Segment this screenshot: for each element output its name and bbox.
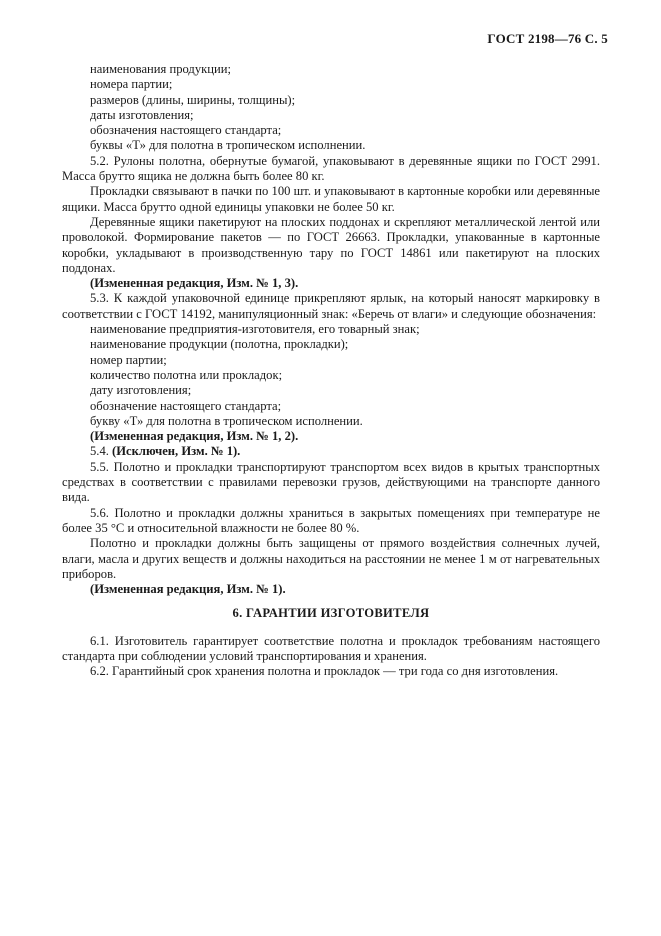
list-item: номера партии; [90,77,173,92]
revision-note: (Измененная редакция, Изм. № 1, 3). [90,276,299,291]
list-item: дату изготовления; [90,383,192,398]
paragraph-bundle: Прокладки связывают в пачки по 100 шт. и упаковывают в картонные коробки или деревянные ящики. Масса брутто одной единицы упаковки не более 50 кг. [62,184,600,214]
paragraph-6-1: 6.1. Изготовитель гарантирует соответствие полотна и прокладок требованиям настоящего стандарта при соблюдении условий транспортирования и хранения. [62,633,600,663]
list-item: обозначение настоящего стандарта; [90,398,282,413]
revision-note: (Измененная редакция, Изм. № 1). [90,582,286,597]
paragraph-5-2: 5.2. Рулоны полотна, обернутые бумагой, упаковывают в деревянные ящики по ГОСТ 2991. Масса брутто ящика не должна быть более 80 кг. [62,153,600,184]
list-item: наименование продукции (полотна, прокладки); [90,337,349,352]
list-item: номер партии; [90,352,167,367]
list-item: наименование предприятия-изготовителя, его товарный знак; [90,322,420,337]
paragraph-5-6: 5.6. Полотно и прокладки должны храниться в закрытых помещениях при температуре не более 35 °С и относительной влажности не более 80 %. [62,505,600,535]
section-title: 6. ГАРАНТИИ ИЗГОТОВИТЕЛЯ [232,606,430,621]
list-item: даты изготовления; [90,107,194,122]
document-body [62,62,600,680]
page-header: ГОСТ 2198—76 С. 5 [487,31,608,46]
list-item: обозначения настоящего стандарта; [90,123,282,138]
paragraph-pallet: Деревянные ящики пакетируют на плоских поддонах и скрепляют металлической лентой или проволокой. Формирование пакетов — по ГОСТ 26663. Прокладки, упакованные в картонные коробки, укладывают в производственную тару по ГОСТ 14861 или пакетируют на плоских поддонах. [62,214,600,275]
paragraph-protect: Полотно и прокладки должны быть защищены от прямого воздействия солнечных лучей, влаги, масла и других веществ и должны находиться на расстоянии не менее 1 м от нагревательных приборов. [62,536,600,581]
clause-excluded-note: (Исключен, Изм. № 1). [112,444,241,459]
list-item: наименования продукции; [90,62,231,76]
paragraph-5-3: 5.3. К каждой упаковочной единице прикрепляют ярлык, на который наносят маркировку в соответствии с ГОСТ 14192, манипуляционный знак: «Беречь от влаги» и следующие обозначения: [62,291,600,321]
paragraph-5-5: 5.5. Полотно и прокладки транспортируют транспортом всех видов в крытых транспортных средствах в соответствии с правилами перевозки грузов, действующими на транспорте данного вида. [62,459,600,505]
list-item: размеров (длины, ширины, толщины); [90,92,296,107]
paragraph-6-2: 6.2. Гарантийный срок хранения полотна и прокладок — три года со дня изготовления. [90,664,559,679]
clause-number: 5.4. [90,444,109,459]
revision-note: (Измененная редакция, Изм. № 1, 2). [90,429,299,444]
paragraph-5-4 [62,444,600,459]
list-item: буквы «Т» для полотна в тропическом исполнении. [90,138,366,153]
list-item: букву «Т» для полотна в тропическом исполнении. [90,413,363,428]
list-item: количество полотна или прокладок; [90,367,283,382]
